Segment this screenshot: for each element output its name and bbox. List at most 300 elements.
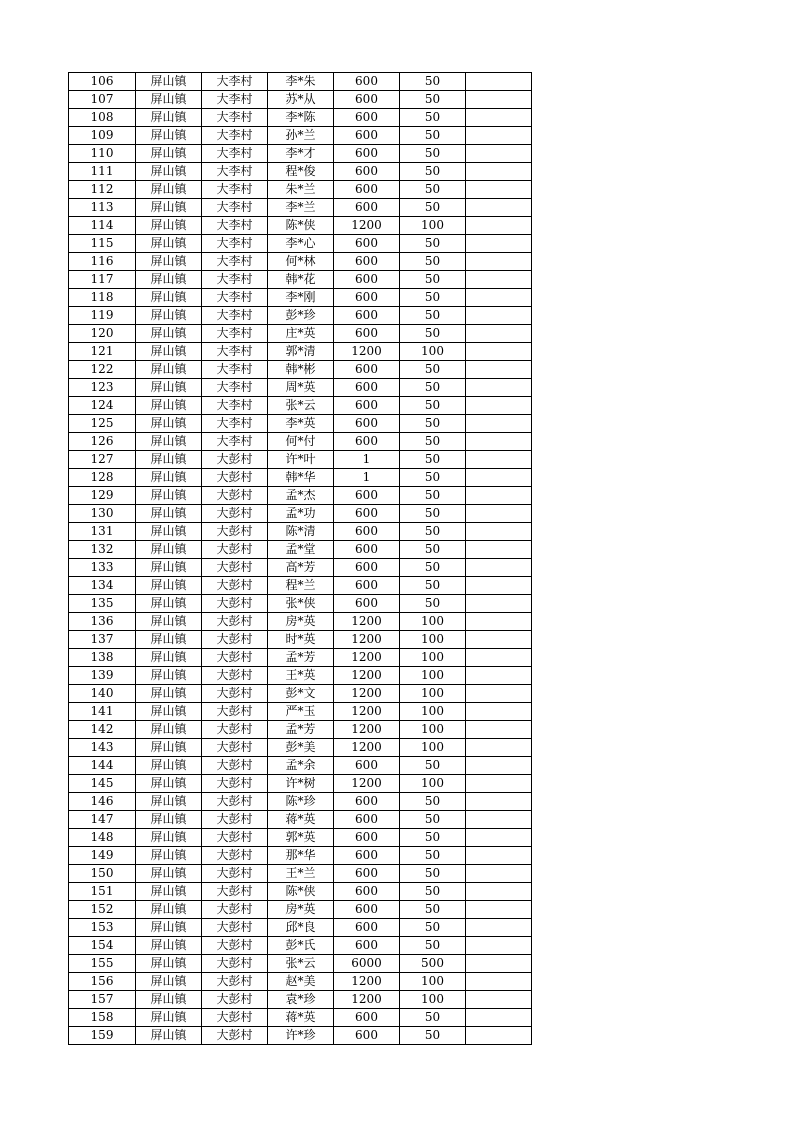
name-cell: 程*兰 [268, 577, 334, 595]
village-cell: 大彭村 [202, 685, 268, 703]
name-cell: 时*英 [268, 631, 334, 649]
row-number-cell: 109 [69, 127, 136, 145]
remark-cell [466, 685, 532, 703]
table-body [69, 73, 532, 1045]
town-cell: 屏山镇 [136, 145, 202, 163]
town-cell: 屏山镇 [136, 289, 202, 307]
town-cell: 屏山镇 [136, 613, 202, 631]
village-cell: 大彭村 [202, 613, 268, 631]
amount-cell: 600 [334, 757, 400, 775]
name-cell: 邱*良 [268, 919, 334, 937]
table-row [69, 469, 532, 487]
table-row [69, 307, 532, 325]
row-number-cell: 145 [69, 775, 136, 793]
remark-cell [466, 937, 532, 955]
village-cell: 大彭村 [202, 721, 268, 739]
town-cell: 屏山镇 [136, 469, 202, 487]
town-cell: 屏山镇 [136, 91, 202, 109]
row-number-cell: 158 [69, 1009, 136, 1027]
amount-cell: 600 [334, 235, 400, 253]
village-cell: 大李村 [202, 397, 268, 415]
name-cell: 陈*清 [268, 523, 334, 541]
amount-cell: 600 [334, 433, 400, 451]
village-cell: 大彭村 [202, 469, 268, 487]
name-cell: 彭*珍 [268, 307, 334, 325]
town-cell: 屏山镇 [136, 307, 202, 325]
town-cell: 屏山镇 [136, 811, 202, 829]
amount-cell: 600 [334, 937, 400, 955]
name-cell: 周*英 [268, 379, 334, 397]
table-row [69, 91, 532, 109]
amount-cell: 600 [334, 271, 400, 289]
village-cell: 大李村 [202, 325, 268, 343]
village-cell: 大李村 [202, 73, 268, 91]
row-number-cell: 116 [69, 253, 136, 271]
remark-cell [466, 703, 532, 721]
subsidy-cell: 50 [400, 1027, 466, 1045]
table-row [69, 937, 532, 955]
village-cell: 大李村 [202, 109, 268, 127]
subsidy-cell: 50 [400, 361, 466, 379]
table-row [69, 199, 532, 217]
row-number-cell: 144 [69, 757, 136, 775]
village-cell: 大李村 [202, 235, 268, 253]
amount-cell: 600 [334, 379, 400, 397]
town-cell: 屏山镇 [136, 703, 202, 721]
remark-cell [466, 631, 532, 649]
village-cell: 大彭村 [202, 793, 268, 811]
town-cell: 屏山镇 [136, 1027, 202, 1045]
name-cell: 孟*功 [268, 505, 334, 523]
subsidy-cell: 50 [400, 451, 466, 469]
town-cell: 屏山镇 [136, 847, 202, 865]
row-number-cell: 120 [69, 325, 136, 343]
remark-cell [466, 901, 532, 919]
table-row [69, 1027, 532, 1045]
village-cell: 大彭村 [202, 505, 268, 523]
subsidy-cell: 50 [400, 487, 466, 505]
row-number-cell: 150 [69, 865, 136, 883]
row-number-cell: 119 [69, 307, 136, 325]
row-number-cell: 124 [69, 397, 136, 415]
town-cell: 屏山镇 [136, 451, 202, 469]
amount-cell: 600 [334, 91, 400, 109]
amount-cell: 600 [334, 883, 400, 901]
town-cell: 屏山镇 [136, 667, 202, 685]
town-cell: 屏山镇 [136, 757, 202, 775]
table-row [69, 721, 532, 739]
row-number-cell: 149 [69, 847, 136, 865]
village-cell: 大彭村 [202, 523, 268, 541]
table-row [69, 343, 532, 361]
village-cell: 大彭村 [202, 883, 268, 901]
name-cell: 袁*珍 [268, 991, 334, 1009]
name-cell: 陈*侠 [268, 217, 334, 235]
village-cell: 大彭村 [202, 973, 268, 991]
village-cell: 大李村 [202, 415, 268, 433]
name-cell: 程*俊 [268, 163, 334, 181]
amount-cell: 600 [334, 415, 400, 433]
subsidy-cell: 50 [400, 181, 466, 199]
subsidy-cell: 50 [400, 307, 466, 325]
subsidy-cell: 50 [400, 163, 466, 181]
row-number-cell: 146 [69, 793, 136, 811]
subsidy-cell: 50 [400, 847, 466, 865]
row-number-cell: 147 [69, 811, 136, 829]
remark-cell [466, 217, 532, 235]
subsidy-cell: 100 [400, 343, 466, 361]
village-cell: 大李村 [202, 91, 268, 109]
amount-cell: 600 [334, 145, 400, 163]
town-cell: 屏山镇 [136, 901, 202, 919]
village-cell: 大彭村 [202, 487, 268, 505]
amount-cell: 1200 [334, 973, 400, 991]
subsidy-cell: 50 [400, 253, 466, 271]
name-cell: 郭*清 [268, 343, 334, 361]
subsidy-cell: 50 [400, 109, 466, 127]
amount-cell: 600 [334, 829, 400, 847]
subsidy-cell: 50 [400, 289, 466, 307]
subsidy-cell: 100 [400, 721, 466, 739]
table-row [69, 847, 532, 865]
row-number-cell: 133 [69, 559, 136, 577]
town-cell: 屏山镇 [136, 721, 202, 739]
name-cell: 陈*珍 [268, 793, 334, 811]
row-number-cell: 130 [69, 505, 136, 523]
table-row [69, 793, 532, 811]
row-number-cell: 118 [69, 289, 136, 307]
village-cell: 大彭村 [202, 919, 268, 937]
remark-cell [466, 379, 532, 397]
village-cell: 大李村 [202, 145, 268, 163]
name-cell: 李*刚 [268, 289, 334, 307]
subsidy-cell: 50 [400, 811, 466, 829]
remark-cell [466, 919, 532, 937]
name-cell: 韩*花 [268, 271, 334, 289]
row-number-cell: 153 [69, 919, 136, 937]
remark-cell [466, 739, 532, 757]
subsidy-cell: 100 [400, 613, 466, 631]
name-cell: 李*才 [268, 145, 334, 163]
subsidy-cell: 100 [400, 631, 466, 649]
town-cell: 屏山镇 [136, 793, 202, 811]
amount-cell: 1 [334, 469, 400, 487]
remark-cell [466, 829, 532, 847]
town-cell: 屏山镇 [136, 235, 202, 253]
table-row [69, 703, 532, 721]
amount-cell: 1200 [334, 703, 400, 721]
remark-cell [466, 559, 532, 577]
amount-cell: 1200 [334, 217, 400, 235]
remark-cell [466, 757, 532, 775]
table-row [69, 667, 532, 685]
row-number-cell: 142 [69, 721, 136, 739]
village-cell: 大彭村 [202, 703, 268, 721]
village-cell: 大彭村 [202, 451, 268, 469]
amount-cell: 600 [334, 199, 400, 217]
amount-cell: 600 [334, 127, 400, 145]
row-number-cell: 135 [69, 595, 136, 613]
village-cell: 大彭村 [202, 955, 268, 973]
table-row [69, 829, 532, 847]
subsidy-cell: 100 [400, 703, 466, 721]
village-cell: 大彭村 [202, 991, 268, 1009]
town-cell: 屏山镇 [136, 919, 202, 937]
subsidy-cell: 100 [400, 649, 466, 667]
amount-cell: 600 [334, 163, 400, 181]
remark-cell [466, 433, 532, 451]
village-cell: 大彭村 [202, 901, 268, 919]
subsidy-cell: 50 [400, 325, 466, 343]
table-row [69, 235, 532, 253]
town-cell: 屏山镇 [136, 973, 202, 991]
row-number-cell: 117 [69, 271, 136, 289]
town-cell: 屏山镇 [136, 775, 202, 793]
table-row [69, 397, 532, 415]
table-row [69, 433, 532, 451]
village-cell: 大彭村 [202, 649, 268, 667]
table-row [69, 559, 532, 577]
town-cell: 屏山镇 [136, 883, 202, 901]
village-cell: 大彭村 [202, 1009, 268, 1027]
remark-cell [466, 523, 532, 541]
name-cell: 何*付 [268, 433, 334, 451]
row-number-cell: 159 [69, 1027, 136, 1045]
row-number-cell: 115 [69, 235, 136, 253]
remark-cell [466, 865, 532, 883]
table-row [69, 73, 532, 91]
village-cell: 大彭村 [202, 775, 268, 793]
row-number-cell: 136 [69, 613, 136, 631]
subsidy-cell: 50 [400, 505, 466, 523]
remark-cell [466, 181, 532, 199]
name-cell: 朱*兰 [268, 181, 334, 199]
remark-cell [466, 271, 532, 289]
amount-cell: 1200 [334, 343, 400, 361]
name-cell: 郭*英 [268, 829, 334, 847]
subsidy-cell: 50 [400, 433, 466, 451]
remark-cell [466, 361, 532, 379]
name-cell: 孟*芳 [268, 649, 334, 667]
town-cell: 屏山镇 [136, 199, 202, 217]
amount-cell: 1200 [334, 649, 400, 667]
table-row [69, 415, 532, 433]
remark-cell [466, 469, 532, 487]
row-number-cell: 134 [69, 577, 136, 595]
subsidy-cell: 50 [400, 757, 466, 775]
town-cell: 屏山镇 [136, 685, 202, 703]
town-cell: 屏山镇 [136, 937, 202, 955]
amount-cell: 6000 [334, 955, 400, 973]
table-row [69, 361, 532, 379]
name-cell: 何*林 [268, 253, 334, 271]
village-cell: 大李村 [202, 343, 268, 361]
village-cell: 大李村 [202, 127, 268, 145]
row-number-cell: 113 [69, 199, 136, 217]
table-row [69, 883, 532, 901]
name-cell: 严*玉 [268, 703, 334, 721]
amount-cell: 600 [334, 397, 400, 415]
name-cell: 蒋*英 [268, 1009, 334, 1027]
amount-cell: 600 [334, 109, 400, 127]
town-cell: 屏山镇 [136, 631, 202, 649]
table-row [69, 577, 532, 595]
name-cell: 蒋*英 [268, 811, 334, 829]
town-cell: 屏山镇 [136, 379, 202, 397]
village-cell: 大彭村 [202, 667, 268, 685]
table-row [69, 973, 532, 991]
row-number-cell: 122 [69, 361, 136, 379]
town-cell: 屏山镇 [136, 1009, 202, 1027]
table-row [69, 505, 532, 523]
amount-cell: 600 [334, 811, 400, 829]
subsidy-cell: 50 [400, 793, 466, 811]
town-cell: 屏山镇 [136, 991, 202, 1009]
amount-cell: 1200 [334, 991, 400, 1009]
table-row [69, 991, 532, 1009]
name-cell: 韩*华 [268, 469, 334, 487]
town-cell: 屏山镇 [136, 73, 202, 91]
table-row [69, 649, 532, 667]
row-number-cell: 131 [69, 523, 136, 541]
remark-cell [466, 721, 532, 739]
amount-cell: 1200 [334, 721, 400, 739]
name-cell: 孙*兰 [268, 127, 334, 145]
amount-cell: 600 [334, 1009, 400, 1027]
town-cell: 屏山镇 [136, 163, 202, 181]
subsidy-cell: 50 [400, 901, 466, 919]
village-cell: 大李村 [202, 217, 268, 235]
table-row [69, 181, 532, 199]
town-cell: 屏山镇 [136, 577, 202, 595]
town-cell: 屏山镇 [136, 433, 202, 451]
name-cell: 彭*文 [268, 685, 334, 703]
village-cell: 大李村 [202, 379, 268, 397]
amount-cell: 1 [334, 451, 400, 469]
remark-cell [466, 991, 532, 1009]
row-number-cell: 114 [69, 217, 136, 235]
row-number-cell: 139 [69, 667, 136, 685]
village-cell: 大李村 [202, 361, 268, 379]
name-cell: 高*芳 [268, 559, 334, 577]
town-cell: 屏山镇 [136, 487, 202, 505]
village-cell: 大李村 [202, 307, 268, 325]
table-row [69, 523, 532, 541]
town-cell: 屏山镇 [136, 127, 202, 145]
subsidy-cell: 100 [400, 739, 466, 757]
remark-cell [466, 307, 532, 325]
village-cell: 大李村 [202, 181, 268, 199]
table-row [69, 901, 532, 919]
table-row [69, 685, 532, 703]
amount-cell: 1200 [334, 631, 400, 649]
name-cell: 赵*美 [268, 973, 334, 991]
village-cell: 大彭村 [202, 937, 268, 955]
table-row [69, 919, 532, 937]
remark-cell [466, 145, 532, 163]
remark-cell [466, 811, 532, 829]
amount-cell: 600 [334, 1027, 400, 1045]
amount-cell: 1200 [334, 739, 400, 757]
subsidy-cell: 50 [400, 469, 466, 487]
subsidy-cell: 50 [400, 397, 466, 415]
table-row [69, 487, 532, 505]
table-row [69, 289, 532, 307]
remark-cell [466, 1027, 532, 1045]
row-number-cell: 111 [69, 163, 136, 181]
town-cell: 屏山镇 [136, 271, 202, 289]
name-cell: 李*朱 [268, 73, 334, 91]
village-cell: 大彭村 [202, 559, 268, 577]
table-row [69, 631, 532, 649]
subsidy-cell: 50 [400, 145, 466, 163]
subsidy-cell: 50 [400, 73, 466, 91]
amount-cell: 600 [334, 325, 400, 343]
row-number-cell: 156 [69, 973, 136, 991]
amount-cell: 600 [334, 487, 400, 505]
remark-cell [466, 91, 532, 109]
town-cell: 屏山镇 [136, 955, 202, 973]
remark-cell [466, 289, 532, 307]
remark-cell [466, 487, 532, 505]
remark-cell [466, 415, 532, 433]
name-cell: 彭*氏 [268, 937, 334, 955]
name-cell: 房*英 [268, 613, 334, 631]
row-number-cell: 154 [69, 937, 136, 955]
row-number-cell: 151 [69, 883, 136, 901]
subsidy-cell: 50 [400, 919, 466, 937]
amount-cell: 1200 [334, 685, 400, 703]
name-cell: 张*云 [268, 955, 334, 973]
table-row [69, 757, 532, 775]
village-cell: 大彭村 [202, 631, 268, 649]
row-number-cell: 143 [69, 739, 136, 757]
amount-cell: 600 [334, 253, 400, 271]
remark-cell [466, 883, 532, 901]
name-cell: 许*珍 [268, 1027, 334, 1045]
row-number-cell: 129 [69, 487, 136, 505]
town-cell: 屏山镇 [136, 397, 202, 415]
amount-cell: 600 [334, 847, 400, 865]
subsidy-cell: 100 [400, 667, 466, 685]
amount-cell: 600 [334, 919, 400, 937]
village-cell: 大彭村 [202, 739, 268, 757]
table-row [69, 163, 532, 181]
town-cell: 屏山镇 [136, 343, 202, 361]
village-cell: 大李村 [202, 199, 268, 217]
town-cell: 屏山镇 [136, 739, 202, 757]
village-cell: 大彭村 [202, 595, 268, 613]
table-row [69, 865, 532, 883]
subsidy-cell: 50 [400, 199, 466, 217]
table-row [69, 955, 532, 973]
table-row [69, 451, 532, 469]
village-cell: 大彭村 [202, 577, 268, 595]
village-cell: 大彭村 [202, 541, 268, 559]
subsidy-cell: 50 [400, 559, 466, 577]
subsidy-cell: 50 [400, 523, 466, 541]
row-number-cell: 137 [69, 631, 136, 649]
amount-cell: 600 [334, 595, 400, 613]
row-number-cell: 112 [69, 181, 136, 199]
town-cell: 屏山镇 [136, 505, 202, 523]
amount-cell: 600 [334, 289, 400, 307]
table-row [69, 541, 532, 559]
subsidy-cell: 50 [400, 829, 466, 847]
row-number-cell: 110 [69, 145, 136, 163]
village-cell: 大李村 [202, 433, 268, 451]
remark-cell [466, 235, 532, 253]
